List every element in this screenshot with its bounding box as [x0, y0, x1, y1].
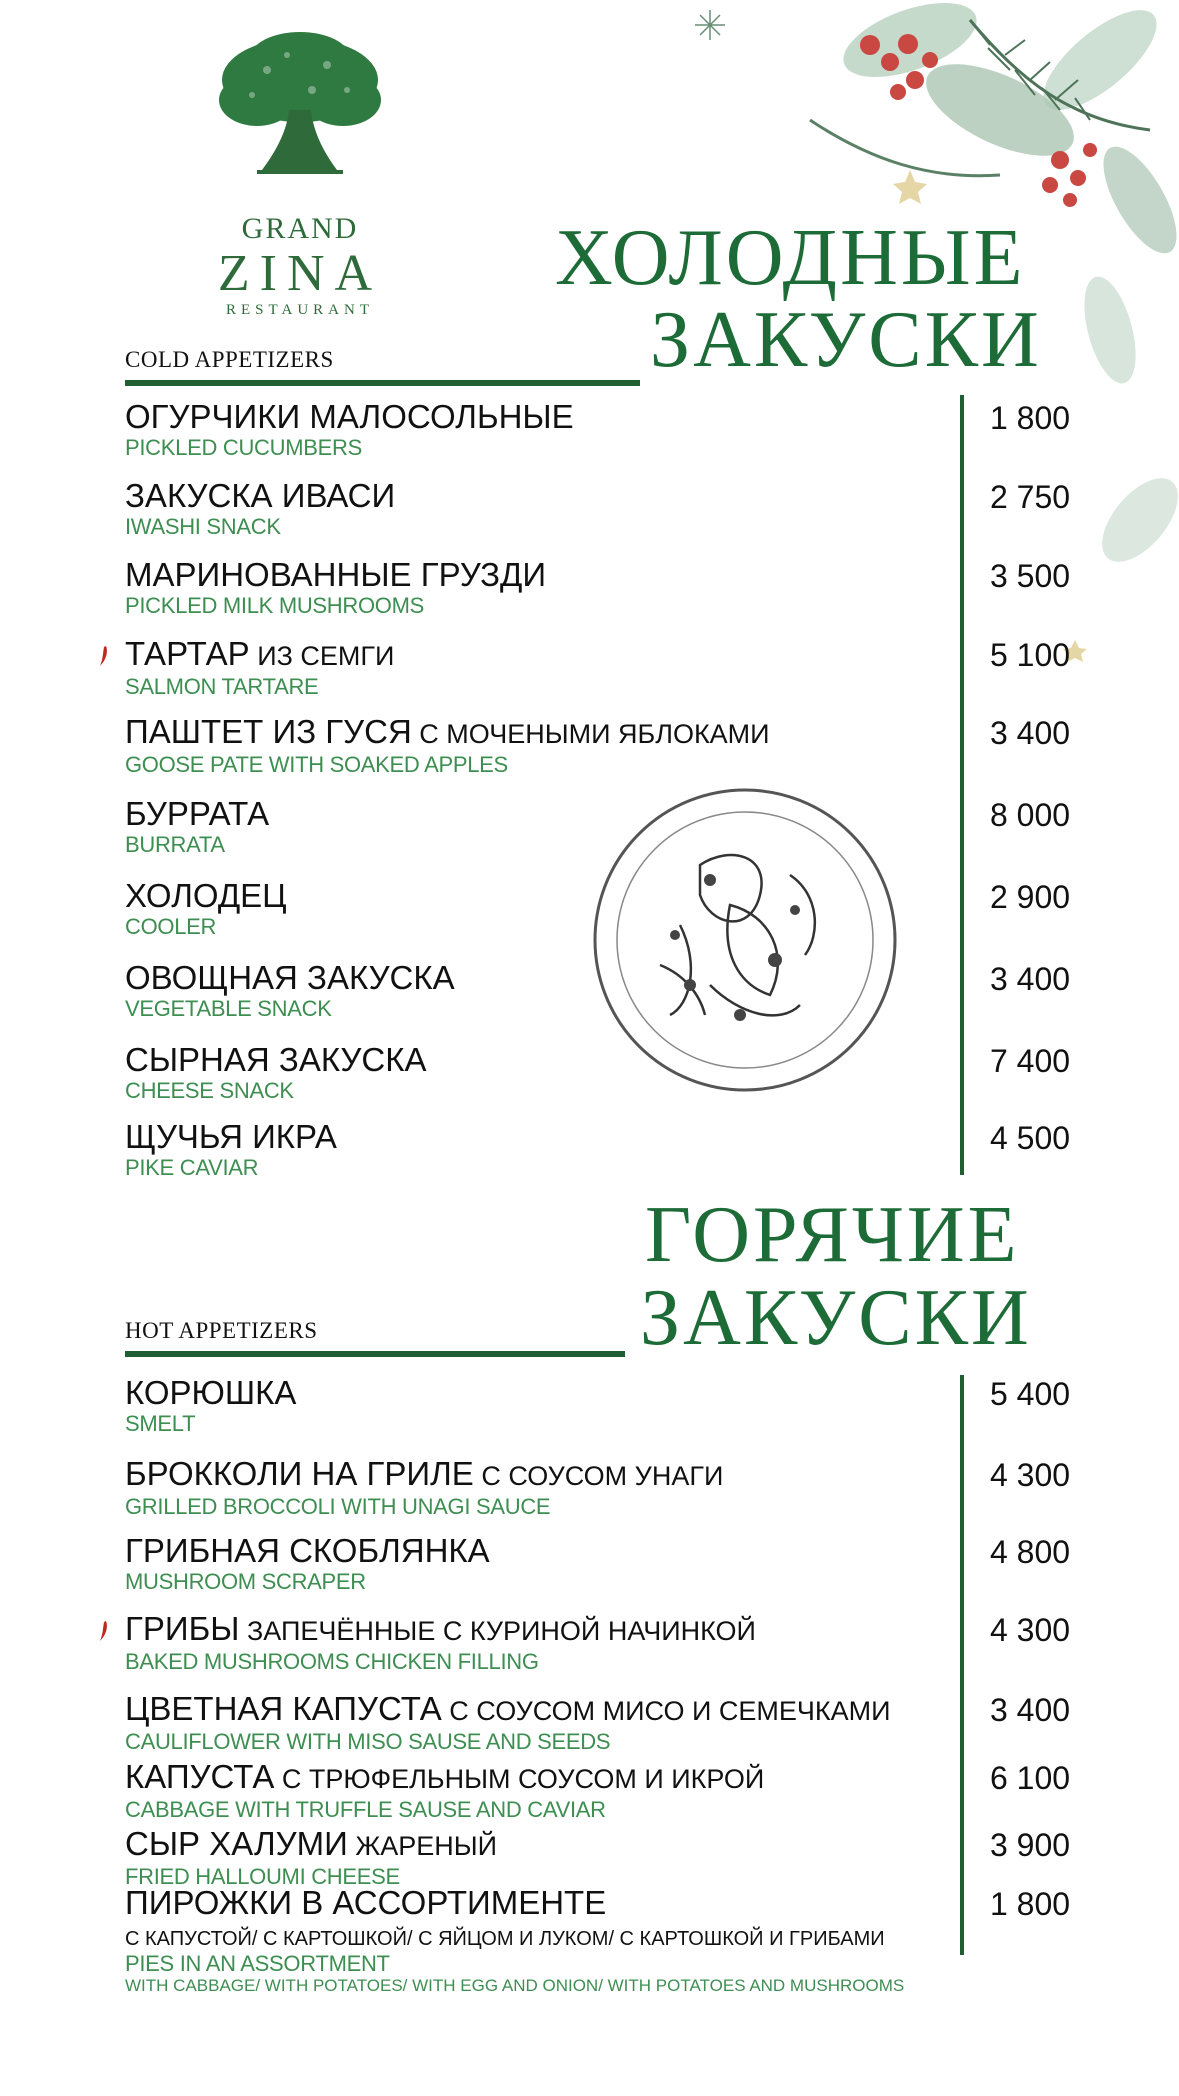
hot-menu-item [125, 1825, 955, 1889]
logo-grand: GRAND [241, 212, 359, 245]
dish-name-en: SMELT [125, 1411, 196, 1436]
hot-menu-item [125, 1455, 955, 1519]
dish-price: 7 400 [989, 1043, 1071, 1079]
dish-name-en: BURRATA [125, 832, 225, 857]
hot-menu-item [125, 1758, 955, 1822]
cold-menu-item [125, 795, 955, 857]
cold-menu-item [125, 959, 955, 1021]
dish-name-en: GRILLED BROCCOLI WITH UNAGI SAUCE [125, 1494, 551, 1519]
dish-name-main: ТАРТАР [125, 635, 250, 672]
dish-name-en: COOLER [125, 914, 217, 939]
dish-name-ru [125, 1884, 955, 1922]
dish-name-ru [125, 556, 955, 594]
dish-name-main: СЫР ХАЛУМИ [125, 1825, 348, 1862]
dish-name-ru [125, 959, 955, 997]
dish-price: 5 400 [989, 1376, 1071, 1412]
dish-price: 2 750 [989, 479, 1071, 515]
dish-name-ru [125, 1825, 955, 1865]
dish-name-extra: С СОУСОМ УНАГИ [473, 1461, 724, 1491]
dish-name-ru [125, 1532, 955, 1570]
dish-price: 3 900 [989, 1827, 1071, 1863]
dish-price: 3 400 [989, 961, 1071, 997]
restaurant-logo [195, 30, 405, 318]
dish-name-ru [125, 1118, 955, 1156]
dish-name-main: ЗАКУСКА ИВАСИ [125, 477, 396, 514]
olive-tree-icon [217, 30, 383, 180]
dish-name-en: CABBAGE WITH TRUFFLE SAUSE AND CAVIAR [125, 1797, 606, 1822]
dish-name-main: ПАШТЕТ ИЗ ГУСЯ [125, 713, 412, 750]
cold-menu-item [125, 635, 955, 699]
cold-menu-item [125, 713, 955, 777]
hot-menu-item [125, 1690, 955, 1754]
cold-menu-item [125, 477, 955, 539]
dish-name-main: ХОЛОДЕЦ [125, 877, 287, 914]
dish-name-ru [125, 1610, 955, 1650]
hot-menu-item [125, 1532, 955, 1594]
dish-name-en: VEGETABLE SNACK [125, 996, 332, 1021]
dish-name-main: ОГУРЧИКИ МАЛОСОЛЬНЫЕ [125, 398, 574, 435]
cold-menu-item [125, 398, 955, 460]
dish-price: 6 100 [989, 1760, 1071, 1796]
dish-name-main: КАПУСТА [125, 1758, 275, 1795]
chili-pepper-icon [98, 1620, 110, 1642]
hot-menu-item [125, 1374, 955, 1436]
cold-menu-item [125, 556, 955, 618]
dish-name-en: IWASHI SNACK [125, 514, 281, 539]
dish-name-main: СЫРНАЯ ЗАКУСКА [125, 1041, 427, 1078]
dish-name-en: PICKLED CUCUMBERS [125, 435, 362, 460]
hot-title-line2: ЗАКУСКИ [640, 1274, 1032, 1362]
dish-name-en: CHEESE SNACK [125, 1078, 294, 1103]
dish-name-ru [125, 713, 955, 753]
dish-price: 5 100 [989, 637, 1071, 673]
dish-name-main: ЦВЕТНАЯ КАПУСТА [125, 1690, 442, 1727]
cold-section-label: COLD APPETIZERS [125, 347, 334, 372]
dish-name-ru [125, 635, 955, 675]
dish-price: 4 300 [989, 1612, 1071, 1648]
dish-name-ru [125, 1374, 955, 1412]
dish-name-extra: С СОУСОМ МИСО И СЕМЕЧКАМИ [441, 1696, 891, 1726]
logo-restaurant: RESTAURANT [226, 302, 374, 318]
cold-title-line1: ХОЛОДНЫЕ [555, 214, 1026, 302]
dish-price: 2 900 [989, 879, 1071, 915]
dish-price: 8 000 [989, 797, 1071, 833]
dish-name-main: БУРРАТА [125, 795, 270, 832]
hot-section-label: HOT APPETIZERS [125, 1318, 318, 1343]
dish-name-ru [125, 795, 955, 833]
cold-menu-item [125, 877, 955, 939]
dish-name-en: GOOSE PATE WITH SOAKED APPLES [125, 752, 508, 777]
dish-name-ru [125, 1455, 955, 1495]
dish-name-extra: ЗАПЕЧЁННЫЕ С КУРИНОЙ НАЧИНКОЙ [239, 1616, 756, 1646]
cold-divider [125, 380, 640, 386]
dish-price: 4 800 [989, 1534, 1071, 1570]
dish-name-ru [125, 398, 955, 436]
dish-name-ru [125, 1041, 955, 1079]
dish-price: 4 500 [989, 1120, 1071, 1156]
dish-price: 3 500 [989, 558, 1071, 594]
dish-name-en: PIKE CAVIAR [125, 1155, 259, 1180]
chili-pepper-icon [98, 645, 110, 667]
dish-name-main: ПИРОЖКИ В АССОРТИМЕНТЕ [125, 1884, 607, 1921]
hot-title-line1: ГОРЯЧИЕ [645, 1191, 1020, 1279]
cold-price-divider [960, 395, 964, 1175]
dish-price: 1 800 [989, 1886, 1071, 1922]
logo-zina: ZINA [217, 245, 383, 302]
hot-menu-item [125, 1610, 955, 1674]
cold-menu-item [125, 1041, 955, 1103]
dish-price: 1 800 [989, 400, 1071, 436]
dish-name-main: ОВОЩНАЯ ЗАКУСКА [125, 959, 455, 996]
dish-price: 3 400 [989, 715, 1071, 751]
dish-name-ru [125, 1690, 955, 1730]
dish-variants-ru: С КАПУСТОЙ/ С КАРТОШКОЙ/ С ЯЙЦОМ И ЛУКОМ/ С КАРТОШКОЙ И ГРИБАМИ [125, 1928, 885, 1950]
dish-name-extra: ЖАРЕНЫЙ [347, 1831, 498, 1861]
dish-price: 4 300 [989, 1457, 1071, 1493]
dish-name-ru [125, 877, 955, 915]
dish-name-ru [125, 1758, 955, 1798]
hot-price-divider [960, 1375, 964, 1955]
dish-variants-en: WITH CABBAGE/ WITH POTATOES/ WITH EGG AND ONION/ WITH POTATOES AND MUSHROOMS [125, 1976, 905, 1995]
hot-menu-item [125, 1884, 955, 1996]
dish-name-en: FRIED HALLOUMI CHEESE [125, 1864, 400, 1889]
dish-name-en: MUSHROOM SCRAPER [125, 1569, 366, 1594]
cold-menu-item [125, 1118, 955, 1180]
dish-name-main: ГРИБНАЯ СКОБЛЯНКА [125, 1532, 490, 1569]
dish-name-extra: ИЗ СЕМГИ [249, 641, 395, 671]
dish-name-main: ЩУЧЬЯ ИКРА [125, 1118, 337, 1155]
cold-title-line2: ЗАКУСКИ [650, 296, 1042, 384]
dish-name-main: МАРИНОВАННЫЕ ГРУЗДИ [125, 556, 547, 593]
dish-name-extra: С МОЧЕНЫМИ ЯБЛОКАМИ [411, 719, 770, 749]
dish-name-ru [125, 477, 955, 515]
dish-name-main: ГРИБЫ [125, 1610, 240, 1647]
dish-name-extra: С ТРЮФЕЛЬНЫМ СОУСОМ И ИКРОЙ [274, 1764, 765, 1794]
dish-name-en: BAKED MUSHROOMS CHICKEN FILLING [125, 1649, 539, 1674]
dish-name-en: PIES IN AN ASSORTMENT [125, 1951, 390, 1976]
dish-name-en: SALMON TARTARE [125, 674, 319, 699]
dish-name-en: PICKLED MILK MUSHROOMS [125, 593, 425, 618]
dish-name-main: КОРЮШКА [125, 1374, 297, 1411]
hot-divider [125, 1351, 625, 1357]
dish-name-main: БРОККОЛИ НА ГРИЛЕ [125, 1455, 474, 1492]
dish-name-en: CAULIFLOWER WITH MISO SAUSE AND SEEDS [125, 1729, 611, 1754]
dish-price: 3 400 [989, 1692, 1071, 1728]
